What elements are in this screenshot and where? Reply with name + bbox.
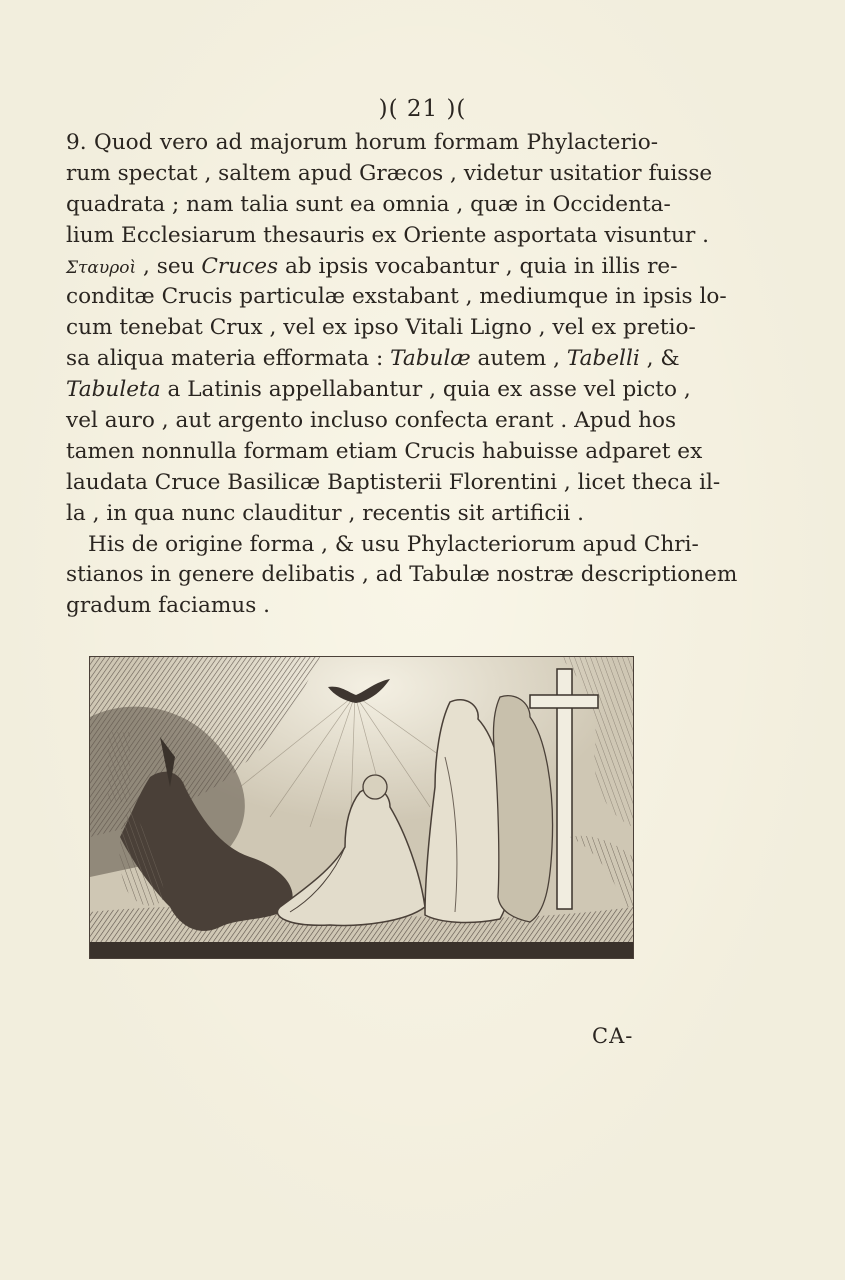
text-line: gradum faciamus .	[66, 593, 271, 619]
page-number: )( 21 )(	[378, 96, 467, 122]
text-line: la , in qua nunc clauditur , recentis sit artificii .	[66, 500, 584, 526]
text-line: laudata Cruce Basilicæ Baptisterii Florentini , licet theca il-	[66, 469, 721, 495]
text-line: 9. Quod vero ad majorum horum formam Phylacterio-	[66, 130, 658, 155]
text-line: Σταυροὶ , seu Cruces ab ipsis vocabantur , quia in illis re-	[66, 253, 678, 279]
engraving-icon	[90, 657, 633, 958]
engraving-illustration	[89, 656, 634, 959]
italic-term: Tabuleta	[66, 377, 161, 403]
text-line: sa aliqua materia efformata : Tabulæ autem , Tabelli , &	[66, 346, 680, 372]
greek-word: Σταυροὶ	[66, 257, 137, 278]
text-line: rum spectat , saltem apud Græcos , videtur usitatior fuisse	[66, 160, 713, 186]
text-line: vel auro , aut argento incluso confecta erant . Apud hos	[66, 408, 677, 434]
text-line: cum tenebat Crux , vel ex ipso Vitali Ligno , vel ex pretio-	[66, 315, 696, 341]
text-line: tamen nonnulla formam etiam Crucis habuisse adparet ex	[66, 438, 703, 464]
italic-term: Cruces	[201, 253, 279, 279]
text-line: lium Ecclesiarum thesauris ex Oriente asportata visuntur .	[66, 222, 709, 248]
text-line: Tabuleta a Latinis appellabantur , quia ex asse vel picto ,	[66, 377, 691, 403]
text-line: conditæ Crucis particulæ exstabant , mediumque in ipsis lo-	[66, 284, 727, 310]
text-line: quadrata ; nam talia sunt ea omnia , quæ in Occidenta-	[66, 191, 671, 217]
text-line: His de origine forma , & usu Phylacteriorum apud Chri-	[88, 531, 699, 557]
catchword: CA-	[592, 1024, 634, 1048]
italic-term: Tabelli	[566, 346, 640, 372]
italic-term: Tabulæ	[390, 346, 471, 372]
text-line: stianos in genere delibatis , ad Tabulæ nostræ descriptionem	[66, 562, 738, 588]
body-text	[66, 128, 738, 622]
